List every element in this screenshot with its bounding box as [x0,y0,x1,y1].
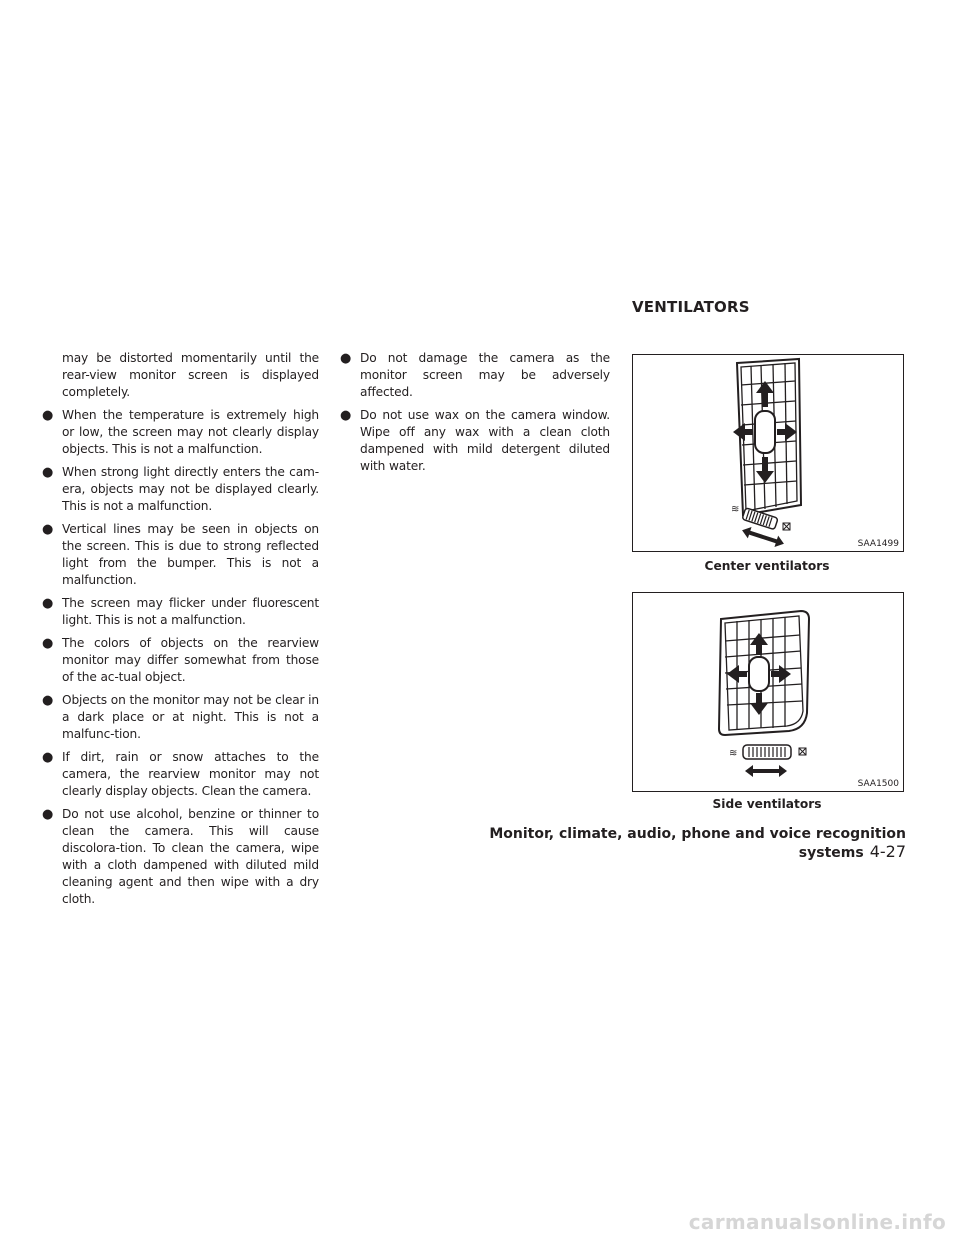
bullet-icon: ● [42,465,54,480]
center-ventilator-illustration [633,355,903,551]
list-item [42,407,319,458]
list-item [42,521,319,589]
list-item-text: Do not use alcohol, benzine or thinner to clean the camera. This will cause discolora-tion. To clean the camera, wipe with a cloth dampened with diluted mild cleaning agent and then wipe with a dry cloth. [62,807,319,906]
section-title: VENTILATORS [632,298,750,316]
text-column-left [42,350,319,914]
bullet-icon: ● [42,596,54,611]
list-item [340,407,610,475]
list-item [42,464,319,515]
footer-chapter-title: Monitor, climate, audio, phone and voice recognition systems [489,826,906,861]
center-ventilators-figure [632,354,904,552]
svg-text:≋: ≋ [729,748,738,759]
list-item-text: Do not use wax on the camera window. Wipe off any wax with a clean cloth dampened with mild detergent diluted with water. [360,408,610,473]
side-ventilator-illustration [633,593,903,791]
figure-caption: Side ventilators [712,797,822,811]
figure-code: SAA1499 [857,539,899,549]
figure-caption: Center ventilators [704,559,830,573]
bullet-icon: ● [42,750,54,765]
figure-code: SAA1500 [857,779,899,789]
bullet-icon: ● [42,522,54,537]
bullet-icon: ● [340,351,352,366]
list-item-text: The screen may flicker under fluorescent light. This is not a malfunction. [62,596,319,627]
bullet-icon: ● [42,408,54,423]
list-item-text: Vertical lines may be seen in objects on the screen. This is due to strong reflected light from the bumper. This is not a malfunction. [62,522,319,587]
list-item-text: When strong light directly enters the cam-era, objects may not be displayed clearly. This is not a malfunction. [62,465,319,513]
page-number: 4-27 [869,842,906,861]
list-item-text: Objects on the monitor may not be clear in a dark place or at night. This is not a malfunc-tion. [62,693,319,741]
bullet-icon: ● [340,408,352,423]
list-item [42,749,319,800]
list-item [42,635,319,686]
list-item-text: Do not damage the camera as the monitor screen may be adversely affected. [360,351,610,399]
continued-paragraph: may be distorted momentarily until the rear-view monitor screen is displayed completely. [62,351,319,399]
watermark-logo: carmanualsonline.info [688,1210,946,1234]
bullet-icon: ● [42,636,54,651]
list-item [340,350,610,401]
bullet-icon: ● [42,693,54,708]
bullet-icon: ● [42,807,54,822]
list-item [42,595,319,629]
svg-text:≋: ≋ [731,504,740,515]
list-item-text: When the temperature is extremely high or low, the screen may not clearly display objects. This is not a malfunction. [62,408,319,456]
list-item [42,692,319,743]
side-ventilators-figure [632,592,904,792]
list-item-text: The colors of objects on the rearview monitor may differ somewhat from those of the ac-tual object. [62,636,319,684]
list-item [42,806,319,908]
list-item-text: If dirt, rain or snow attaches to the camera, the rearview monitor may not clearly display objects. Clean the camera. [62,750,319,798]
text-column-middle [340,350,610,481]
page-footer [478,826,906,861]
